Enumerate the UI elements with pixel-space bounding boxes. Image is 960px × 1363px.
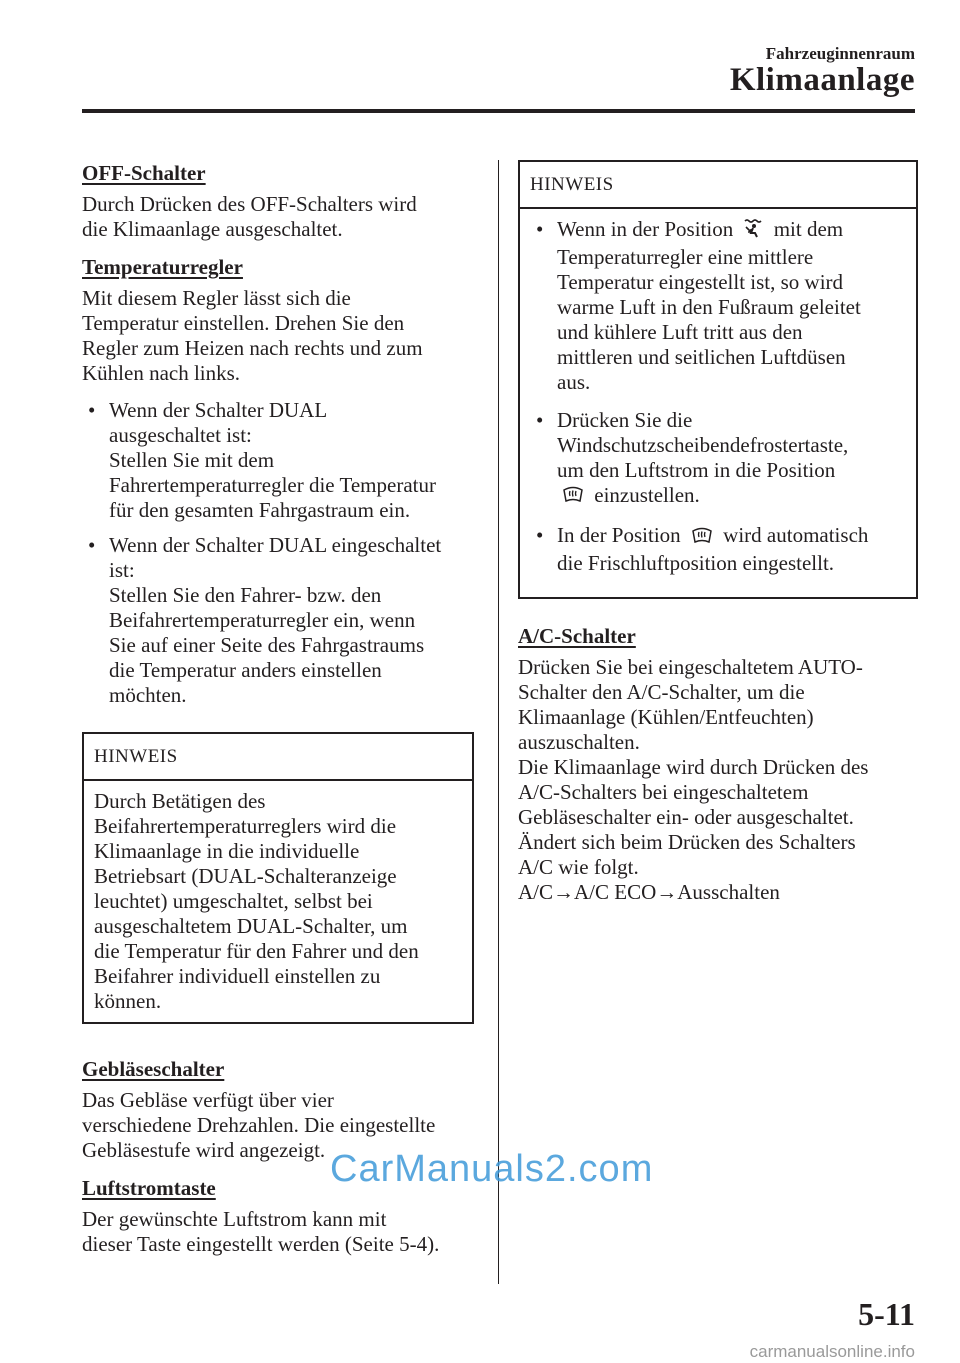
list-item: • In der Position wird automatisch die Frischluftposition eingestellt. [530,523,906,575]
note-box [82,732,474,1024]
ac-text: Drücken Sie bei eingeschaltetem AUTO- Schalter den A/C-Schalter, um die Klimaanlage (Kühlen/Entfeuchten) auszuschalten. Die Klimaanlage wird durch Drücken des A/C-Schalters bei eingeschaltetem Gebläseschalter ein- oder ausgeschaltet. Ändert sich beim Drücken des Schalters A/C wie folgt. A/C→A/C ECO→Ausschalten [518,654,869,904]
floor-defrost-icon [742,217,764,245]
off-switch-heading: OFF-Schalter [82,161,206,185]
page-title: Klimaanlage [729,62,915,98]
off-switch-text: Durch Drücken des OFF-Schalters wird die Klimaanlage ausgeschaltet. [82,192,417,241]
ac-heading: A/C-Schalter [518,623,636,648]
temperature-text: Mit diesem Regler lässt sich die Temperatur einstellen. Drehen Sie den Regler zum Heizen nach rechts und zum Kühlen nach links. [82,286,423,385]
temperature-heading: Temperaturregler [82,255,243,279]
windshield-defrost-icon [690,525,714,551]
off-switch-section [82,160,474,242]
note-title: HINWEIS [520,162,916,209]
footer-link[interactable]: carmanualsonline.info [749,1342,915,1361]
fan-text: Das Gebläse verfügt über vier verschiedene Drehzahlen. Die eingestellte Gebläsestufe wird angezeigt. [82,1088,436,1162]
watermark: CarManuals2.com [330,1148,654,1190]
page-number: 5-11 [858,1296,915,1332]
windshield-defrost-icon [561,484,585,510]
list-item: • Drücken Sie die Windschutzscheibendefrostertaste, um den Luftstrom in die Position einzustellen. [530,408,906,510]
header-rule [82,109,915,113]
list-item: • Wenn der Schalter DUAL eingeschaltet ist: Stellen Sie den Fahrer- bzw. den Beifahrertemperaturregler ein, wenn Sie auf einer Seite des Fahrgastraums die Temperatur anders einstellen möchten. [82,533,474,708]
note-body [520,209,916,597]
ac-section [518,623,918,905]
list-item: • Wenn der Schalter DUAL ausgeschaltet ist: Stellen Sie mit dem Fahrertemperaturregler die Temperatur für den gesamten Fahrgastraum ein. [82,398,474,523]
temperature-bullets [82,398,474,708]
note-title: HINWEIS [84,734,472,781]
note-box [518,160,918,599]
header-section: Fahrzeuginnenraum [765,44,915,63]
airflow-heading: Luftstromtaste [82,1176,216,1200]
column-divider [498,160,499,1284]
left-column [82,160,474,1269]
fan-heading: Gebläseschalter [82,1057,225,1081]
list-item: • Wenn in der Position mit dem Temperaturregler eine mittlere Temperatur eingestellt ist, so wird warme Luft in den Fußraum geleitet und kühlere Luft tritt aus den mittleren und seitlichen Luftdüsen aus. [530,217,906,395]
fan-section [82,1056,474,1163]
right-column [518,160,918,917]
temperature-section [82,254,474,708]
airflow-text: Der gewünschte Luftstrom kann mit dieser Taste eingestellt werden (Seite 5-4). [82,1207,440,1256]
note-bullets [530,217,906,576]
note-body: Durch Betätigen des Beifahrertemperaturreglers wird die Klimaanlage in die individuelle Betriebsart (DUAL-Schalteranzeige leuchtet) umgeschaltet, selbst bei ausgeschaltetem DUAL-Schalter, um die Temperatur für den Fahrer und den Beifahrer individuell einstellen zu können. [94,789,419,1013]
